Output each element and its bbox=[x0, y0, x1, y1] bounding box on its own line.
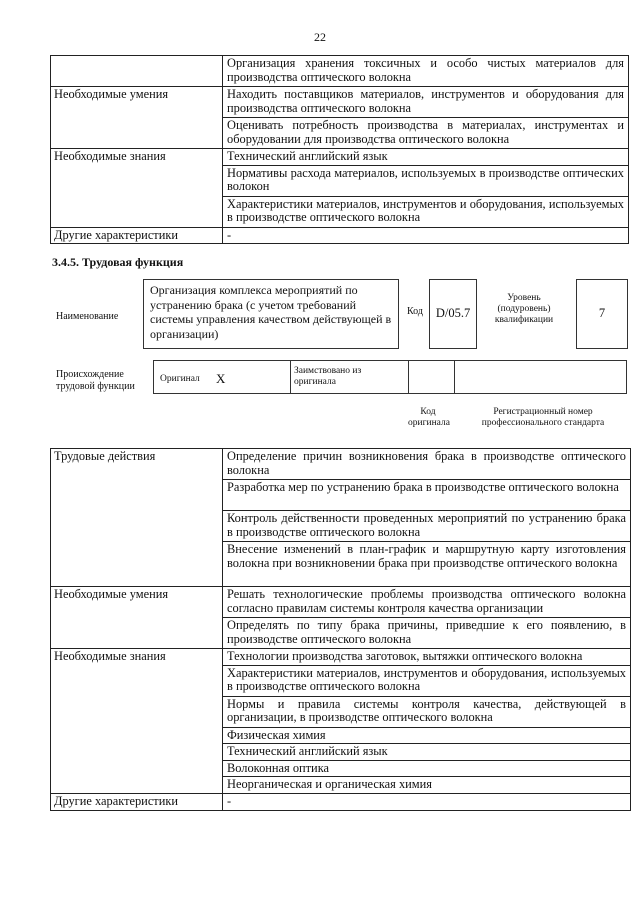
code-original-label: Код оригинала bbox=[408, 407, 450, 428]
page-number: 22 bbox=[314, 30, 326, 44]
table-cell: Внесение изменений в план-график и маршрутную карту изготовления волокна при возникновении брака при производстве оптического волокна bbox=[223, 542, 631, 587]
origin-label: Происхождение трудовой функции bbox=[56, 369, 135, 392]
divider bbox=[290, 361, 291, 393]
table-row bbox=[51, 149, 629, 166]
original-mark: X bbox=[216, 371, 226, 386]
row-label: Другие характеристики bbox=[51, 227, 223, 244]
table-cell: Решать технологические проблемы производства оптического волокна согласно правилам системы контроля качества организации bbox=[223, 587, 631, 618]
row-label: Другие характеристики bbox=[51, 793, 223, 810]
table-cell: Определение причин возникновения брака в производстве оптического волокна bbox=[223, 449, 631, 480]
code-value: D/05.7 bbox=[435, 306, 471, 320]
table-cell: Разработка мер по устранению брака в производстве оптического волокна bbox=[223, 480, 631, 511]
skills-table-1 bbox=[50, 55, 629, 244]
row-label: Необходимые знания bbox=[51, 149, 223, 228]
level-value: 7 bbox=[598, 306, 606, 320]
name-label: Наименование bbox=[56, 311, 119, 322]
table-cell: Определять по типу брака причины, приведшие к его появлению, в производстве оптического волокна bbox=[223, 618, 631, 649]
table-row bbox=[51, 793, 631, 810]
table-cell: Контроль действенности проведенных мероприятий по устранению брака в производстве оптического волокна bbox=[223, 511, 631, 542]
table-cell: - bbox=[223, 227, 629, 244]
section-heading: 3.4.5. Трудовая функция bbox=[52, 255, 184, 269]
function-name: Организация комплекса мероприятий по устранению брака (с учетом требований системы управления качеством действующей в организации) bbox=[150, 283, 392, 341]
reg-number-label: Регистрационный номер профессионального стандарта bbox=[481, 407, 605, 428]
table-cell: Организация хранения токсичных и особо чистых материалов для производства оптического волокна bbox=[223, 56, 629, 87]
table-cell: Нормативы расхода материалов, используемых в производстве оптических волокон bbox=[223, 165, 629, 196]
table-row bbox=[51, 87, 629, 118]
table-row bbox=[51, 649, 631, 666]
level-label: Уровень (подуровень) квалификации bbox=[494, 293, 554, 325]
table-cell: Неорганическая и органическая химия bbox=[223, 777, 631, 794]
row-label: Необходимые умения bbox=[51, 587, 223, 649]
row-label: Трудовые действия bbox=[51, 449, 223, 587]
table-cell: Находить поставщиков материалов, инструментов и оборудования для производства оптического волокна bbox=[223, 87, 629, 118]
table-cell: Оценивать потребность производства в материалах, инструментах и оборудовании для производства оптического волокна bbox=[223, 118, 629, 149]
level-box bbox=[576, 279, 628, 349]
table-cell: Технический английский язык bbox=[223, 149, 629, 166]
table-row bbox=[51, 587, 631, 618]
table-cell: Технологии производства заготовок, вытяжки оптического волокна bbox=[223, 649, 631, 666]
table-cell: Характеристики материалов, инструментов и оборудования, используемых в производстве оптического волокна bbox=[223, 665, 631, 696]
divider bbox=[408, 361, 409, 393]
table-cell: Волоконная оптика bbox=[223, 760, 631, 777]
skills-table-2 bbox=[50, 448, 631, 811]
original-label: Оригинал bbox=[160, 374, 200, 384]
row-label: Необходимые знания bbox=[51, 649, 223, 794]
table-cell: Технический английский язык bbox=[223, 744, 631, 761]
borrowed-label: Заимствовано из оригинала bbox=[294, 366, 362, 387]
table-cell: Нормы и правила системы контроля качества, действующей в организации, в производстве оптического волокна bbox=[223, 696, 631, 727]
divider bbox=[454, 361, 455, 393]
table-row bbox=[51, 449, 631, 480]
table-cell: - bbox=[223, 793, 631, 810]
table-row bbox=[51, 56, 629, 87]
row-label bbox=[51, 56, 223, 87]
table-cell: Физическая химия bbox=[223, 727, 631, 744]
name-box bbox=[143, 279, 399, 349]
table-row bbox=[51, 227, 629, 244]
code-label: Код bbox=[407, 306, 423, 317]
row-label: Необходимые умения bbox=[51, 87, 223, 149]
code-box bbox=[429, 279, 477, 349]
origin-box bbox=[153, 360, 627, 394]
table-cell: Характеристики материалов, инструментов и оборудования, используемых в производстве оптического волокна bbox=[223, 196, 629, 227]
